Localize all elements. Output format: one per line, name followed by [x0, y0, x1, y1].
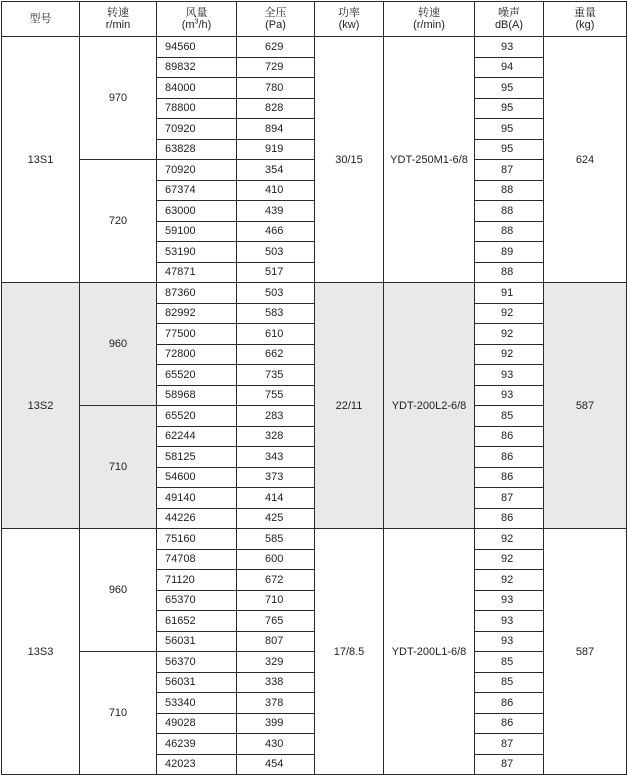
pressure-cell: 343	[237, 447, 315, 468]
flow-cell: 87360	[157, 283, 237, 304]
noise-cell: 91	[475, 283, 544, 304]
pressure-cell: 807	[237, 631, 315, 652]
noise-cell: 93	[475, 590, 544, 611]
header-model-label: 型号	[29, 13, 52, 25]
pressure-cell: 399	[237, 713, 315, 734]
weight-cell: 624	[544, 37, 627, 283]
pressure-cell: 735	[237, 365, 315, 386]
power-cell: 22/11	[315, 283, 384, 529]
motor-cell: YDT-200L2-6/8	[384, 283, 475, 529]
noise-cell: 92	[475, 344, 544, 365]
noise-cell: 95	[475, 119, 544, 140]
pressure-cell: 503	[237, 283, 315, 304]
table-row	[2, 529, 627, 550]
flow-cell: 63000	[157, 201, 237, 222]
noise-cell: 87	[475, 734, 544, 755]
noise-cell: 87	[475, 754, 544, 775]
table-row	[2, 652, 627, 673]
flow-cell: 84000	[157, 78, 237, 99]
flow-cell: 71120	[157, 570, 237, 591]
header-noise-unit: dB(A)	[494, 19, 524, 31]
header-pressure-unit: (Pa)	[265, 19, 286, 31]
noise-cell: 88	[475, 221, 544, 242]
noise-cell: 85	[475, 672, 544, 693]
flow-cell: 67374	[157, 180, 237, 201]
flow-cell: 47871	[157, 262, 237, 283]
noise-cell: 92	[475, 303, 544, 324]
pressure-cell: 729	[237, 57, 315, 78]
header-power-label: 功率	[338, 7, 360, 19]
flow-cell: 63828	[157, 139, 237, 160]
pressure-cell: 583	[237, 303, 315, 324]
pressure-cell: 828	[237, 98, 315, 119]
flow-cell: 44226	[157, 508, 237, 529]
pressure-cell: 503	[237, 242, 315, 263]
flow-cell: 70920	[157, 119, 237, 140]
flow-cell: 89832	[157, 57, 237, 78]
flow-cell: 56370	[157, 652, 237, 673]
flow-cell: 82992	[157, 303, 237, 324]
weight-cell: 587	[544, 529, 627, 775]
header-pressure	[237, 2, 315, 37]
header-power-unit: (kw)	[338, 19, 360, 31]
pressure-cell: 283	[237, 406, 315, 427]
noise-cell: 92	[475, 529, 544, 550]
table-row	[2, 160, 627, 181]
flow-cell: 59100	[157, 221, 237, 242]
header-power	[315, 2, 384, 37]
motor-cell: YDT-250M1-6/8	[384, 37, 475, 283]
pressure-cell: 378	[237, 693, 315, 714]
power-cell: 17/8.5	[315, 529, 384, 775]
flow-cell: 62244	[157, 426, 237, 447]
pressure-cell: 329	[237, 652, 315, 673]
pressure-cell: 354	[237, 160, 315, 181]
noise-cell: 88	[475, 262, 544, 283]
noise-cell: 92	[475, 570, 544, 591]
flow-cell: 77500	[157, 324, 237, 345]
noise-cell: 89	[475, 242, 544, 263]
pressure-cell: 414	[237, 488, 315, 509]
table-body	[2, 37, 627, 775]
pressure-cell: 710	[237, 590, 315, 611]
flow-cell: 61652	[157, 611, 237, 632]
flow-cell: 65520	[157, 406, 237, 427]
speed-cell: 710	[80, 652, 157, 775]
header-pressure-label: 全压	[264, 7, 287, 19]
noise-cell: 86	[475, 467, 544, 488]
flow-cell: 94560	[157, 37, 237, 58]
flow-cell: 42023	[157, 754, 237, 775]
pressure-cell: 425	[237, 508, 315, 529]
flow-cell: 75160	[157, 529, 237, 550]
weight-cell: 587	[544, 283, 627, 529]
power-cell: 30/15	[315, 37, 384, 283]
flow-cell: 78800	[157, 98, 237, 119]
pressure-cell: 894	[237, 119, 315, 140]
noise-cell: 87	[475, 488, 544, 509]
noise-cell: 92	[475, 549, 544, 570]
flow-cell: 58125	[157, 447, 237, 468]
speed-cell: 970	[80, 37, 157, 160]
fan-performance-table	[1, 1, 627, 775]
pressure-cell: 517	[237, 262, 315, 283]
table-header	[2, 2, 627, 37]
motor-cell: YDT-200L1-6/8	[384, 529, 475, 775]
pressure-cell: 662	[237, 344, 315, 365]
flow-cell: 56031	[157, 672, 237, 693]
flow-cell: 54600	[157, 467, 237, 488]
noise-cell: 93	[475, 37, 544, 58]
flow-cell: 56031	[157, 631, 237, 652]
noise-cell: 85	[475, 652, 544, 673]
noise-cell: 95	[475, 98, 544, 119]
speed-cell: 720	[80, 160, 157, 283]
noise-cell: 85	[475, 406, 544, 427]
header-motor-label: 转速	[418, 7, 440, 19]
pressure-cell: 328	[237, 426, 315, 447]
flow-cell: 46239	[157, 734, 237, 755]
flow-cell: 58968	[157, 385, 237, 406]
pressure-cell: 672	[237, 570, 315, 591]
noise-cell: 94	[475, 57, 544, 78]
noise-cell: 93	[475, 611, 544, 632]
noise-cell: 95	[475, 78, 544, 99]
header-noise	[475, 2, 544, 37]
pressure-cell: 755	[237, 385, 315, 406]
pressure-cell: 600	[237, 549, 315, 570]
noise-cell: 86	[475, 713, 544, 734]
noise-cell: 88	[475, 201, 544, 222]
pressure-cell: 338	[237, 672, 315, 693]
header-noise-label: 噪声	[498, 7, 520, 19]
flow-cell: 53340	[157, 693, 237, 714]
pressure-cell: 410	[237, 180, 315, 201]
header-speed-unit: r/min	[105, 19, 131, 31]
header-weight	[544, 2, 627, 37]
flow-cell: 65520	[157, 365, 237, 386]
header-flow-label: 风量	[185, 7, 208, 19]
pressure-cell: 454	[237, 754, 315, 775]
model-cell: 13S2	[2, 283, 80, 529]
header-motor	[384, 2, 475, 37]
noise-cell: 88	[475, 180, 544, 201]
pressure-cell: 585	[237, 529, 315, 550]
pressure-cell: 610	[237, 324, 315, 345]
flow-cell: 72800	[157, 344, 237, 365]
pressure-cell: 629	[237, 37, 315, 58]
table-row	[2, 283, 627, 304]
header-speed-label: 转速	[107, 7, 129, 19]
speed-cell: 960	[80, 529, 157, 652]
model-cell: 13S1	[2, 37, 80, 283]
noise-cell: 95	[475, 139, 544, 160]
pressure-cell: 430	[237, 734, 315, 755]
header-motor-unit: (r/min)	[413, 19, 445, 31]
flow-cell: 65370	[157, 590, 237, 611]
header-speed	[80, 2, 157, 37]
header-flow	[157, 2, 237, 37]
noise-cell: 86	[475, 447, 544, 468]
pressure-cell: 780	[237, 78, 315, 99]
model-cell: 13S3	[2, 529, 80, 775]
pressure-cell: 466	[237, 221, 315, 242]
pressure-cell: 919	[237, 139, 315, 160]
flow-cell: 74708	[157, 549, 237, 570]
noise-cell: 93	[475, 365, 544, 386]
noise-cell: 92	[475, 324, 544, 345]
pressure-cell: 439	[237, 201, 315, 222]
noise-cell: 86	[475, 693, 544, 714]
header-weight-label: 重量	[574, 7, 596, 19]
speed-cell: 710	[80, 406, 157, 529]
speed-cell: 960	[80, 283, 157, 406]
header-weight-unit: (kg)	[575, 19, 595, 31]
pressure-cell: 765	[237, 611, 315, 632]
header-flow-unit: $(m^3/h)$	[181, 18, 212, 31]
pressure-cell: 373	[237, 467, 315, 488]
flow-cell: 53190	[157, 242, 237, 263]
noise-cell: 87	[475, 160, 544, 181]
flow-cell: 70920	[157, 160, 237, 181]
flow-cell: 49140	[157, 488, 237, 509]
noise-cell: 86	[475, 508, 544, 529]
noise-cell: 93	[475, 631, 544, 652]
noise-cell: 93	[475, 385, 544, 406]
noise-cell: 86	[475, 426, 544, 447]
table-row	[2, 37, 627, 58]
header-model	[2, 2, 80, 37]
flow-cell: 49028	[157, 713, 237, 734]
table-row	[2, 406, 627, 427]
